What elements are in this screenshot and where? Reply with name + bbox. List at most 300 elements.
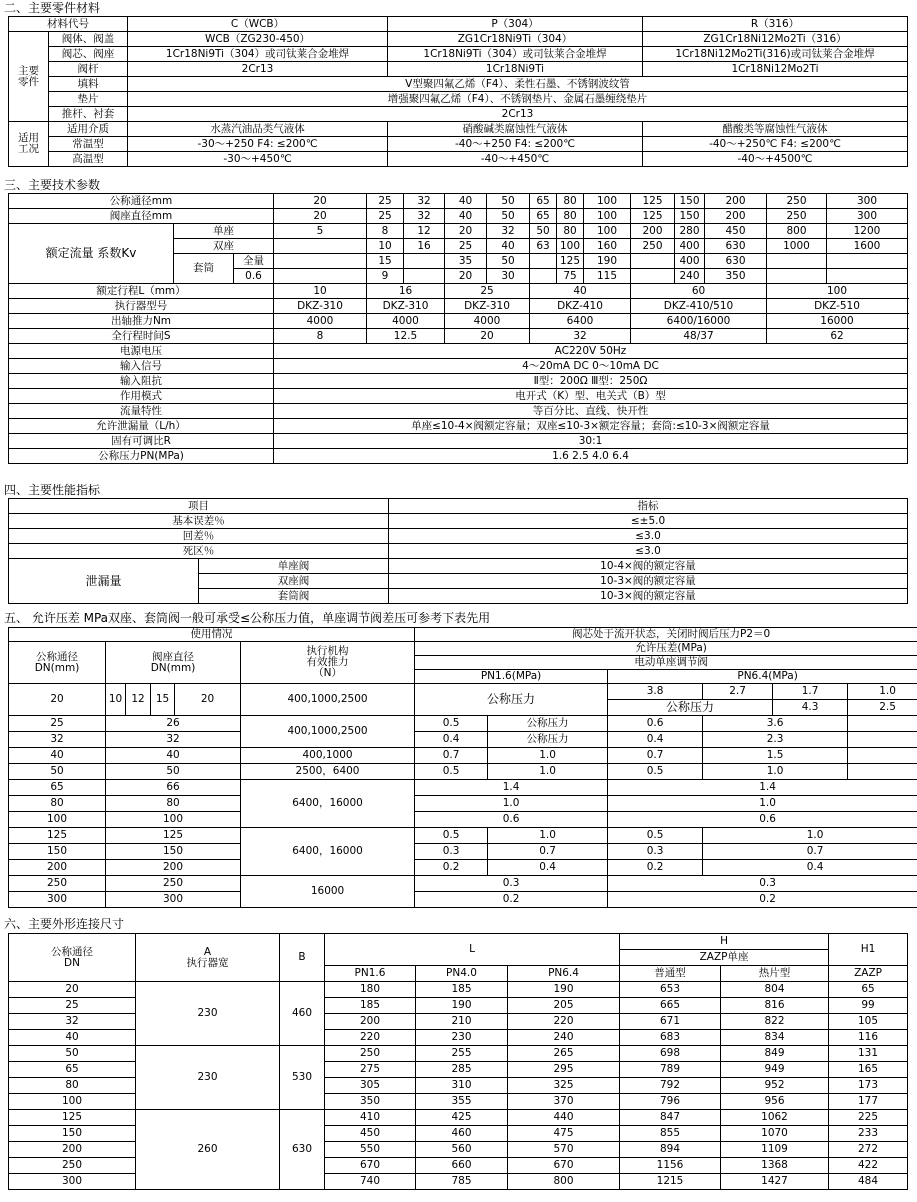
table-cell: 高温型 (49, 152, 128, 167)
table-cell: 双座 (174, 239, 274, 254)
table-cell: 普通型 (620, 966, 721, 982)
table-cell: 3.6 (703, 716, 848, 732)
table-cell: 0.4 (488, 860, 608, 876)
table-cell: 210 (416, 1014, 508, 1030)
table-cell: 100 (106, 812, 241, 828)
table-cell: 350 (705, 269, 767, 284)
table-cell: 0.6 (608, 716, 703, 732)
section-title-params: 三、主要技术参数 (4, 178, 101, 192)
table-cell (274, 239, 367, 254)
table-cell: 410 (325, 1110, 416, 1126)
table-cell: 60 (631, 284, 767, 299)
table-row (9, 92, 908, 107)
table-cell: 325 (508, 1078, 620, 1094)
table-cell: 2500，6400 (241, 764, 415, 780)
table-row (9, 1110, 908, 1126)
table-cell: 水蒸汽油品类气液体 (128, 122, 388, 137)
table-cell: 4000 (445, 314, 530, 329)
table-cell (848, 764, 917, 780)
materials-table (8, 16, 908, 167)
table-cell: 50 (487, 194, 530, 209)
table-cell: DKZ-410 (530, 299, 631, 314)
table-cell: 阀体、阀盖 (49, 32, 128, 47)
table-cell: 125 (9, 1110, 136, 1126)
table-cell: H1 (829, 934, 908, 966)
table-cell: 1600 (827, 239, 908, 254)
table-cell: 630 (280, 1110, 325, 1190)
table-cell: 796 (620, 1094, 721, 1110)
table-cell: 40 (530, 284, 631, 299)
table-row (9, 812, 917, 828)
table-cell: 垫片 (49, 92, 128, 107)
table-cell: 800 (767, 224, 827, 239)
table-cell: 65 (9, 1062, 136, 1078)
table-cell: 32 (487, 224, 530, 239)
table-cell: 35 (445, 254, 487, 269)
table-cell: 公称通径mm (9, 194, 274, 209)
table-row (9, 32, 908, 47)
table-cell: 输入阻抗 (9, 374, 274, 389)
table-cell: 50 (9, 764, 106, 780)
table-cell: 10 (367, 239, 404, 254)
table-cell: 热片型 (721, 966, 829, 982)
table-cell: 0.6 (234, 269, 274, 284)
table-cell: 125 (9, 828, 106, 844)
table-cell: 260 (136, 1110, 280, 1190)
table-cell: 816 (721, 998, 829, 1014)
table-cell: 电源电压 (9, 344, 274, 359)
table-cell: 40 (9, 1030, 136, 1046)
table-row (9, 499, 908, 514)
table-row (9, 860, 917, 876)
table-cell: 350 (325, 1094, 416, 1110)
table-cell: 0.4 (703, 860, 917, 876)
table-cell: 2Cr13 (128, 107, 908, 122)
table-cell: 推杆、衬套 (49, 107, 128, 122)
table-cell: 固有可调比R (9, 434, 274, 449)
main-parts-label: 主要 零件 (9, 32, 49, 122)
table-cell (404, 254, 445, 269)
table-cell: -40～+250 F4: ≤200℃ (388, 137, 643, 152)
table-cell: 80 (106, 796, 241, 812)
table-cell: 1427 (721, 1174, 829, 1190)
table-cell: 1062 (721, 1110, 829, 1126)
table-cell: 99 (829, 998, 908, 1014)
table-cell: 1215 (620, 1174, 721, 1190)
section-title-materials: 二、主要零件材料 (4, 1, 101, 15)
table-cell: 0.7 (415, 748, 488, 764)
table-cell (848, 732, 917, 748)
table-cell: 10-4×阀的额定容量 (389, 559, 908, 574)
table-cell (274, 254, 367, 269)
table-row (9, 934, 908, 950)
table-cell: 增强聚四氟乙烯（F4）、不锈钢垫片、金属石墨缠绕垫片 (128, 92, 908, 107)
table-cell: 125 (557, 254, 584, 269)
table-row (9, 419, 908, 434)
table-cell (274, 269, 367, 284)
table-cell: 272 (829, 1142, 908, 1158)
table-cell: 165 (829, 1062, 908, 1078)
table-cell: 100 (584, 224, 631, 239)
table-cell: 50 (106, 764, 241, 780)
table-cell: 32 (404, 209, 445, 224)
table-cell: 150 (106, 844, 241, 860)
table-cell: 泄漏量 (9, 559, 199, 604)
table-row (9, 404, 908, 419)
table-cell: 1.0 (415, 796, 608, 812)
table-row (9, 77, 908, 92)
table-cell: 25 (367, 194, 404, 209)
table-cell: 1Cr18Ni12Mo2Ti (643, 62, 908, 77)
table-cell: 230 (136, 982, 280, 1046)
pressure-table (8, 627, 917, 908)
table-cell: 8 (274, 329, 367, 344)
table-cell: 20 (445, 329, 530, 344)
table-cell: A 执行器宽 (136, 934, 280, 982)
table-cell: 100 (584, 209, 631, 224)
table-cell: 200 (325, 1014, 416, 1030)
table-cell: 死区％ (9, 544, 389, 559)
table-cell: 全行程时间S (9, 329, 274, 344)
table-cell: 250 (106, 876, 241, 892)
table-cell: 150 (675, 194, 705, 209)
dimensions-table (8, 933, 908, 1190)
table-cell: C（WCB） (128, 17, 388, 32)
table-cell: 20 (445, 224, 487, 239)
table-row (9, 449, 908, 464)
table-cell: 1.7 (773, 684, 848, 700)
table-cell: 额定流量 系数Kv (9, 224, 174, 284)
table-cell: 执行器型号 (9, 299, 274, 314)
table-cell: 6400，16000 (241, 828, 415, 876)
table-cell: 460 (280, 982, 325, 1046)
table-cell: 40 (106, 748, 241, 764)
table-cell: PN6.4(MPa) (608, 670, 917, 684)
table-cell: 1.0 (488, 764, 608, 780)
table-cell: 265 (508, 1046, 620, 1062)
table-cell: P（304） (388, 17, 643, 32)
table-cell: 48/37 (631, 329, 767, 344)
table-cell: 电动单座调节阀 (415, 656, 917, 670)
table-cell: 400,1000 (241, 748, 415, 764)
table-cell: 150 (9, 1126, 136, 1142)
table-cell (827, 269, 908, 284)
table-cell: 0.5 (608, 828, 703, 844)
table-row (9, 1046, 908, 1062)
table-cell: ≤3.0 (389, 529, 908, 544)
table-cell: 450 (705, 224, 767, 239)
table-cell: 32 (9, 732, 106, 748)
table-row (9, 559, 908, 574)
table-cell: PN4.0 (416, 966, 508, 982)
table-cell: 25 (445, 284, 530, 299)
table-cell: 32 (530, 329, 631, 344)
table-cell: 785 (416, 1174, 508, 1190)
table-cell: 80 (9, 796, 106, 812)
table-cell: 400,1000,2500 (241, 684, 415, 716)
table-row (9, 47, 908, 62)
table-cell: 8 (367, 224, 404, 239)
table-cell: 回差％ (9, 529, 389, 544)
table-cell: 65 (9, 780, 106, 796)
table-cell: 200 (631, 224, 675, 239)
table-cell: 440 (508, 1110, 620, 1126)
table-row (9, 844, 917, 860)
table-cell: 200 (9, 1142, 136, 1158)
table-cell: 12.5 (367, 329, 445, 344)
table-cell: ≤±5.0 (389, 514, 908, 529)
table-cell: 阀芯、阀座 (49, 47, 128, 62)
table-cell: 190 (416, 998, 508, 1014)
table-cell: 套筒阀 (199, 589, 389, 604)
table-cell: 4000 (367, 314, 445, 329)
table-cell: 956 (721, 1094, 829, 1110)
table-cell: 1.0 (608, 796, 917, 812)
table-row (9, 828, 917, 844)
table-row (9, 748, 917, 764)
table-cell: 16 (367, 284, 445, 299)
table-cell: 740 (325, 1174, 416, 1190)
table-cell: ≤3.0 (389, 544, 908, 559)
table-row (9, 209, 908, 224)
table-cell: PN1.6(MPa) (415, 670, 608, 684)
table-cell: 10-3×阀的额定容量 (389, 589, 908, 604)
params-table (8, 193, 908, 464)
table-cell: 400 (675, 239, 705, 254)
table-cell: L (325, 934, 620, 966)
table-cell: V型聚四氟乙烯（F4）、柔性石墨、不锈钢波纹管 (128, 77, 908, 92)
table-cell: 0.7 (703, 844, 917, 860)
table-row (9, 732, 917, 748)
table-cell: ZG1Cr18Ni9Ti（304） (388, 32, 643, 47)
table-cell: 800 (508, 1174, 620, 1190)
table-cell: 套筒 (174, 254, 234, 284)
table-row (9, 684, 917, 700)
table-cell: 160 (584, 239, 631, 254)
table-row (9, 982, 908, 998)
table-cell: 665 (620, 998, 721, 1014)
table-cell: 25 (367, 209, 404, 224)
table-cell: 双座阀 (199, 574, 389, 589)
table-cell: 240 (675, 269, 705, 284)
table-cell: 1070 (721, 1126, 829, 1142)
table-cell: 25 (9, 716, 106, 732)
table-cell: 683 (620, 1030, 721, 1046)
table-cell: 550 (325, 1142, 416, 1158)
table-cell: 65 (530, 194, 557, 209)
table-cell: 240 (508, 1030, 620, 1046)
table-cell: 200 (106, 860, 241, 876)
table-cell: 0.6 (415, 812, 608, 828)
table-cell: 40 (487, 239, 530, 254)
table-cell: 公称压力 (488, 732, 608, 748)
table-cell: 460 (416, 1126, 508, 1142)
table-row (9, 299, 908, 314)
table-row (9, 17, 908, 32)
table-cell: 0.3 (608, 876, 917, 892)
table-cell: 560 (416, 1142, 508, 1158)
table-cell: 370 (508, 1094, 620, 1110)
table-cell: 醋酸类等腐蚀性气液体 (643, 122, 908, 137)
table-cell: 100 (584, 194, 631, 209)
table-cell: 670 (508, 1158, 620, 1174)
table-row (9, 122, 908, 137)
table-cell: 849 (721, 1046, 829, 1062)
table-cell: 适用介质 (49, 122, 128, 137)
table-cell: 9 (367, 269, 404, 284)
table-cell: 0.2 (608, 860, 703, 876)
table-cell: 250 (631, 239, 675, 254)
table-cell: 1000 (767, 239, 827, 254)
table-cell: 30 (487, 269, 530, 284)
table-cell: 630 (705, 254, 767, 269)
table-cell: 1200 (827, 224, 908, 239)
table-cell: 0.2 (415, 860, 488, 876)
table-cell: 2.7 (703, 684, 773, 700)
table-row (9, 876, 917, 892)
table-cell: 等百分比、直线、快开性 (274, 404, 908, 419)
table-cell: AC220V 50Hz (274, 344, 908, 359)
table-cell: 20 (274, 194, 367, 209)
table-cell (767, 269, 827, 284)
table-cell: 305 (325, 1078, 416, 1094)
table-cell: -30～+450℃ (128, 152, 388, 167)
table-cell: 10 (274, 284, 367, 299)
table-cell: 0.2 (415, 892, 608, 908)
table-cell: Ⅱ型：200Ω Ⅲ型：250Ω (274, 374, 908, 389)
table-cell: 475 (508, 1126, 620, 1142)
table-cell: 150 (675, 209, 705, 224)
table-cell: 25 (9, 998, 136, 1014)
table-row (9, 389, 908, 404)
table-row (9, 107, 908, 122)
table-cell: 20 (9, 684, 106, 716)
table-cell: 280 (675, 224, 705, 239)
table-cell: 80 (557, 209, 584, 224)
table-cell: 125 (631, 209, 675, 224)
table-cell: 0.3 (415, 876, 608, 892)
table-cell: 1Cr18Ni12Mo2Ti(316)或司钛莱合金堆焊 (643, 47, 908, 62)
table-row (9, 529, 908, 544)
table-cell: 233 (829, 1126, 908, 1142)
table-cell: 10 (106, 684, 126, 716)
table-cell: 6400，16000 (241, 780, 415, 828)
table-cell: -30～+250 F4: ≤200℃ (128, 137, 388, 152)
table-row (9, 434, 908, 449)
table-row (9, 374, 908, 389)
table-cell: ZAZP单座 (620, 950, 829, 966)
table-cell: 基本误差％ (9, 514, 389, 529)
table-row (9, 764, 917, 780)
table-cell: 0.2 (608, 892, 917, 908)
table-cell: 173 (829, 1078, 908, 1094)
table-cell: 225 (829, 1110, 908, 1126)
table-cell: 2.5 (848, 700, 917, 716)
table-cell: 847 (620, 1110, 721, 1126)
table-cell: 1Cr18Ni9Ti（304）或司钛莱合金堆焊 (388, 47, 643, 62)
table-cell: 789 (620, 1062, 721, 1078)
table-cell: 62 (767, 329, 908, 344)
table-cell: 422 (829, 1158, 908, 1174)
table-cell: 125 (631, 194, 675, 209)
table-cell: 671 (620, 1014, 721, 1030)
table-cell: 50 (487, 209, 530, 224)
table-cell: 100 (9, 812, 106, 828)
table-cell: 285 (416, 1062, 508, 1078)
table-cell: 834 (721, 1030, 829, 1046)
table-cell: 阀杆 (49, 62, 128, 77)
table-row (9, 62, 908, 77)
table-cell: 80 (557, 194, 584, 209)
table-cell: 1368 (721, 1158, 829, 1174)
table-cell: H (620, 934, 829, 950)
table-cell: 255 (416, 1046, 508, 1062)
table-cell: 公称通径 DN(mm) (9, 642, 106, 684)
table-cell: 105 (829, 1014, 908, 1030)
table-cell: 792 (620, 1078, 721, 1094)
table-cell: 100 (557, 239, 584, 254)
table-cell: 200 (705, 194, 767, 209)
table-cell: 220 (325, 1030, 416, 1046)
table-cell: 0.7 (488, 844, 608, 860)
table-cell: 400,1000,2500 (241, 716, 415, 748)
table-cell: 200 (9, 860, 106, 876)
table-cell: R（316） (643, 17, 908, 32)
table-cell: 出轴推力Nm (9, 314, 274, 329)
table-cell: 16000 (767, 314, 908, 329)
table-row (9, 224, 908, 239)
table-cell: 425 (416, 1110, 508, 1126)
table-cell: 653 (620, 982, 721, 998)
table-cell: 项目 (9, 499, 389, 514)
table-cell: 250 (325, 1046, 416, 1062)
table-cell: 1156 (620, 1158, 721, 1174)
table-cell: 32 (404, 194, 445, 209)
table-cell: 6400/16000 (631, 314, 767, 329)
table-cell: 单座 (174, 224, 274, 239)
table-cell: 1.4 (608, 780, 917, 796)
table-cell: 1.4 (415, 780, 608, 796)
table-cell (767, 254, 827, 269)
table-cell: 250 (767, 194, 827, 209)
table-cell: 电开式（K）型、电关式（B）型 (274, 389, 908, 404)
table-row (9, 716, 917, 732)
table-row (9, 544, 908, 559)
table-cell: 单座阀 (199, 559, 389, 574)
table-cell: 63 (530, 239, 557, 254)
table-cell: 1.0 (703, 764, 848, 780)
table-cell: 190 (584, 254, 631, 269)
table-cell: 205 (508, 998, 620, 1014)
table-cell: 295 (508, 1062, 620, 1078)
table-cell: 177 (829, 1094, 908, 1110)
table-cell: 阀芯处于流开状态，关闭时阀后压力P2＝0 (415, 628, 917, 642)
table-row (9, 152, 908, 167)
table-cell: 952 (721, 1078, 829, 1094)
table-cell: 855 (620, 1126, 721, 1142)
table-cell: 30:1 (274, 434, 908, 449)
table-cell: 80 (9, 1078, 136, 1094)
table-cell: 230 (416, 1030, 508, 1046)
table-cell: 185 (325, 998, 416, 1014)
table-row (9, 329, 908, 344)
table-cell: -40～+250℃ F4: ≤200℃ (643, 137, 908, 152)
table-cell: 0.4 (608, 732, 703, 748)
table-cell: 80 (557, 224, 584, 239)
table-cell: 275 (325, 1062, 416, 1078)
table-cell: 0.3 (415, 844, 488, 860)
table-cell: 6400 (530, 314, 631, 329)
